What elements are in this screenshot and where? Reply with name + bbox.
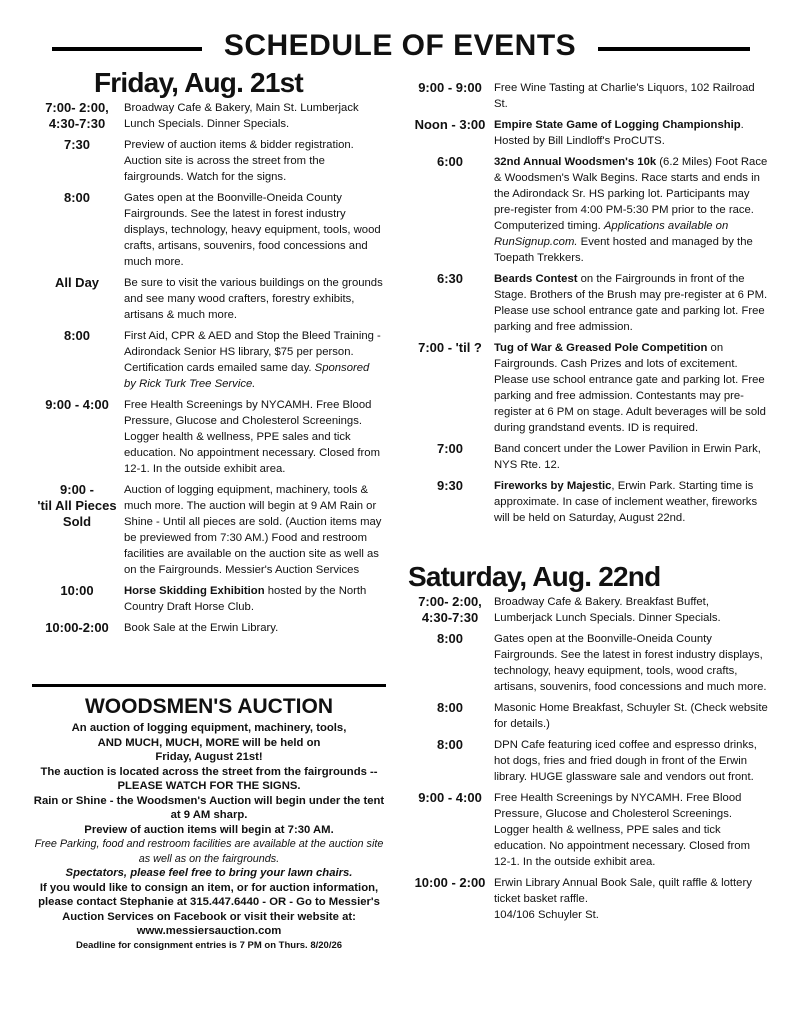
left-column — [32, 66, 384, 641]
event-text: Be sure to visit the various buildings on the grounds and see many wood crafters, forestry exhibits, artisans & much more. — [124, 277, 383, 321]
event-time: 9:00 - 9:00 — [418, 80, 482, 95]
event-time: 6:30 — [436, 271, 464, 286]
event-text: (6.2 Miles) Foot Race & Woodsmen's Walk Begins. Race starts and ends in the Adirondack Sr. HS parking lot. Participants may pre-register from 4:00 PM-5:30 PM prior to the race. Computerized timing. — [494, 156, 768, 232]
event-time: 8:00 — [63, 328, 91, 343]
event-description — [494, 117, 768, 149]
auction-deadline: Deadline for consignment entries is 7 PM on Thurs. 8/20/26 — [75, 939, 343, 951]
auction-start: Rain or Shine - the Woodsmen's Auction will begin under the tent at 9 AM sharp. — [33, 794, 385, 821]
event-text: Masonic Home Breakfast, Schuyler St. (Check website for details.) — [494, 702, 768, 730]
event-description — [494, 80, 768, 112]
event-text: Tug of War & Greased Pole Competition — [494, 342, 708, 354]
event-time: Noon - 3:00 — [414, 117, 486, 132]
event-row — [408, 80, 768, 112]
event-text: Event hosted and managed by the Toepath Trekkers. — [494, 236, 753, 264]
event-text: . Hosted by Bill Lindloff's ProCUTS. — [494, 119, 744, 147]
event-row — [32, 190, 384, 270]
event-time: 7:00 - 'til ? — [418, 340, 482, 355]
event-row — [408, 340, 768, 436]
event-text: Gates open at the Boonville-Oneida County Fairgrounds. See the latest in forest industry displays, technology, heavy equipment, tools, wood crafts, artisans, souvenirs, food concessions and much more. — [494, 633, 767, 693]
auction-contact: If you would like to consign an item, or for auction information, please contact Stephanie at 315.447.6440 - OR - Go to Messier's Auction Services on Facebook or visit their website at: www.messiersauction.com — [38, 881, 380, 937]
auction-spectators: Spectators, please feel free to bring your lawn chairs. — [65, 867, 353, 879]
event-time: 7:30 — [63, 137, 91, 152]
auction-date: Friday, August 21st! — [155, 751, 263, 763]
event-time: 10:00 - 2:00 — [414, 875, 486, 890]
event-description — [124, 397, 384, 477]
auction-facilities: Free Parking, food and restroom facilities are available at the auction site as well as on the fairgrounds. — [34, 838, 384, 865]
friday-events-list — [32, 100, 384, 636]
event-text: Auction of logging equipment, machinery, tools & much more. The auction will begin at 9 AM Rain or Shine - Until all pieces are sold. (Auction items may be previewed from 7:30 AM.) Food and restroom facilities are available on the auction site as well as on the Fairgrounds. Messier's Auction Services — [124, 484, 382, 576]
event-row — [32, 397, 384, 477]
event-time: 9:00 - 4:00 — [45, 397, 109, 412]
event-text: First Aid, CPR & AED and Stop the Bleed Training - Adirondack Senior HS library, $75 per person. Certification cards emailed same day. — [124, 330, 381, 374]
event-description — [494, 875, 768, 923]
auction-location: The auction is located across the street from the fairgrounds -- PLEASE WATCH FOR THE SIGNS. — [40, 765, 378, 792]
event-description — [124, 328, 384, 392]
event-row — [408, 441, 768, 473]
event-text: Gates open at the Boonville-Oneida County Fairgrounds. See the latest in forest industry displays, technology, heavy equipment, tools, wood crafts, artisans, souvenirs, food concessions and much more. — [124, 192, 381, 268]
event-description — [494, 271, 768, 335]
event-text: , Erwin Park. Starting time is approximate. In case of inclement weather, fireworks will be held on Saturday, August 22nd. — [494, 480, 758, 524]
event-row — [32, 275, 384, 323]
page-header — [0, 26, 796, 66]
event-time: 7:00- 2:00, 4:30-7:30 — [418, 594, 482, 625]
event-text: hosted by the North Country Draft Horse Club. — [124, 585, 367, 613]
right-column — [408, 80, 768, 928]
event-description — [494, 631, 768, 695]
auction-preview: Preview of auction items will begin at 7:30 AM. — [84, 823, 334, 836]
event-description — [494, 737, 768, 785]
event-row — [408, 737, 768, 785]
event-time: 8:00 — [436, 700, 464, 715]
event-description — [124, 137, 384, 185]
event-time: 9:30 — [436, 478, 464, 493]
event-description — [494, 340, 768, 436]
event-row — [408, 478, 768, 526]
event-text: Broadway Cafe & Bakery, Main St. Lumberjack Lunch Specials. Dinner Specials. — [124, 102, 359, 130]
event-time: All Day — [54, 275, 100, 290]
event-description — [124, 100, 384, 132]
event-row — [32, 482, 384, 578]
event-row — [32, 137, 384, 185]
auction-rule — [32, 684, 386, 687]
event-text: Applications available on RunSignup.com. — [494, 220, 729, 248]
event-text: 32nd Annual Woodsmen's 10k — [494, 156, 657, 168]
event-text: Beards Contest — [494, 273, 578, 285]
page-title: SCHEDULE OF EVENTS — [223, 29, 577, 62]
event-time: 7:00- 2:00, 4:30-7:30 — [45, 100, 109, 131]
saturday-events-list — [408, 594, 768, 923]
event-text: Free Health Screenings by NYCAMH. Free Blood Pressure, Glucose and Cholesterol Screenings. Logger health & wellness, PPE sales and tick education. No appointment necessary. Closed from 12-1. In the outside exhibit area. — [124, 399, 380, 475]
header-rule-right — [598, 47, 750, 51]
event-row — [32, 583, 384, 615]
event-time: 6:00 — [436, 154, 464, 169]
event-description — [124, 190, 384, 270]
event-description — [124, 583, 384, 615]
saturday-heading: Saturday, Aug. 22nd — [408, 561, 661, 592]
event-time: 8:00 — [436, 737, 464, 752]
auction-line: AND MUCH, MUCH, MORE will be held on — [97, 736, 321, 749]
event-description — [494, 700, 768, 732]
event-time: 9:00 - 4:00 — [418, 790, 482, 805]
event-description — [124, 482, 384, 578]
auction-box — [32, 684, 386, 953]
event-description — [494, 441, 768, 473]
event-text: Sponsored by Rick Turk Tree Service. — [124, 362, 370, 390]
event-row — [408, 790, 768, 870]
event-text: Free Wine Tasting at Charlie's Liquors, 102 Railroad St. — [494, 82, 755, 110]
event-text: Band concert under the Lower Pavilion in Erwin Park, NYS Rte. 12. — [494, 443, 761, 471]
event-row — [408, 271, 768, 335]
event-row — [408, 154, 768, 266]
event-text: Book Sale at the Erwin Library. — [124, 622, 279, 634]
event-row — [408, 700, 768, 732]
event-description — [494, 154, 768, 266]
event-text: Free Health Screenings by NYCAMH. Free Blood Pressure, Glucose and Cholesterol Screenings. Logger health & wellness, PPE sales and tick education. No appointment necessary. Closed from 12-1. In the outside exhibit area. — [494, 792, 750, 868]
event-time: 8:00 — [436, 631, 464, 646]
event-text: Broadway Cafe & Bakery. Breakfast Buffet, Lumberjack Lunch Specials. Dinner Specials. — [494, 596, 721, 624]
event-description — [494, 478, 768, 526]
event-row — [408, 631, 768, 695]
event-time: 7:00 — [436, 441, 464, 456]
event-text: DPN Cafe featuring iced coffee and espresso drinks, hot dogs, fries and fried dough in front of the Erwin library. HUGE glassware sale and vendors out front. — [494, 739, 757, 783]
event-row — [32, 328, 384, 392]
event-time: 8:00 — [63, 190, 91, 205]
event-row — [32, 620, 384, 636]
event-text: Fireworks by Majestic — [494, 480, 612, 492]
friday-evening-events-list — [408, 80, 768, 526]
event-row — [408, 117, 768, 149]
event-row — [32, 100, 384, 132]
auction-title: WOODSMEN'S AUCTION — [84, 695, 334, 718]
event-row — [408, 875, 768, 923]
event-time: 10:00-2:00 — [45, 620, 109, 635]
event-text: on Fairgrounds. Cash Prizes and lots of excitement. Please use school entrance gate and parking lot. Free parking and free admission. Contestants may pre-register at 6 PM on stage. Adult beverages will be sold during grandstand events. ID is required. — [494, 342, 766, 434]
event-description — [124, 275, 384, 323]
header-rule-left — [52, 47, 202, 51]
event-text: Preview of auction items & bidder registration. Auction site is across the street from the fairgrounds. Watch for the signs. — [124, 139, 354, 183]
event-time: 10:00 — [60, 583, 94, 598]
friday-heading: Friday, Aug. 21st — [94, 67, 303, 98]
event-text: Erwin Library Annual Book Sale, quilt raffle & lottery ticket basket raffle. 104/106 Schuyler St. — [494, 877, 752, 921]
event-description — [124, 620, 384, 636]
event-description — [494, 790, 768, 870]
auction-line: An auction of logging equipment, machinery, tools, — [71, 722, 347, 734]
event-text: Empire State Game of Logging Championship — [494, 119, 741, 131]
event-description — [494, 594, 768, 626]
event-row — [408, 594, 768, 626]
event-time: 9:00 - 'til All Pieces Sold — [37, 482, 117, 529]
event-text: Horse Skidding Exhibition — [124, 585, 265, 597]
event-text: on the Fairgrounds in front of the Stage. Brothers of the Brush may pre-register at 6 PM. Please use school entrance gate and parking lot. Free parking and free admission. — [494, 273, 768, 333]
